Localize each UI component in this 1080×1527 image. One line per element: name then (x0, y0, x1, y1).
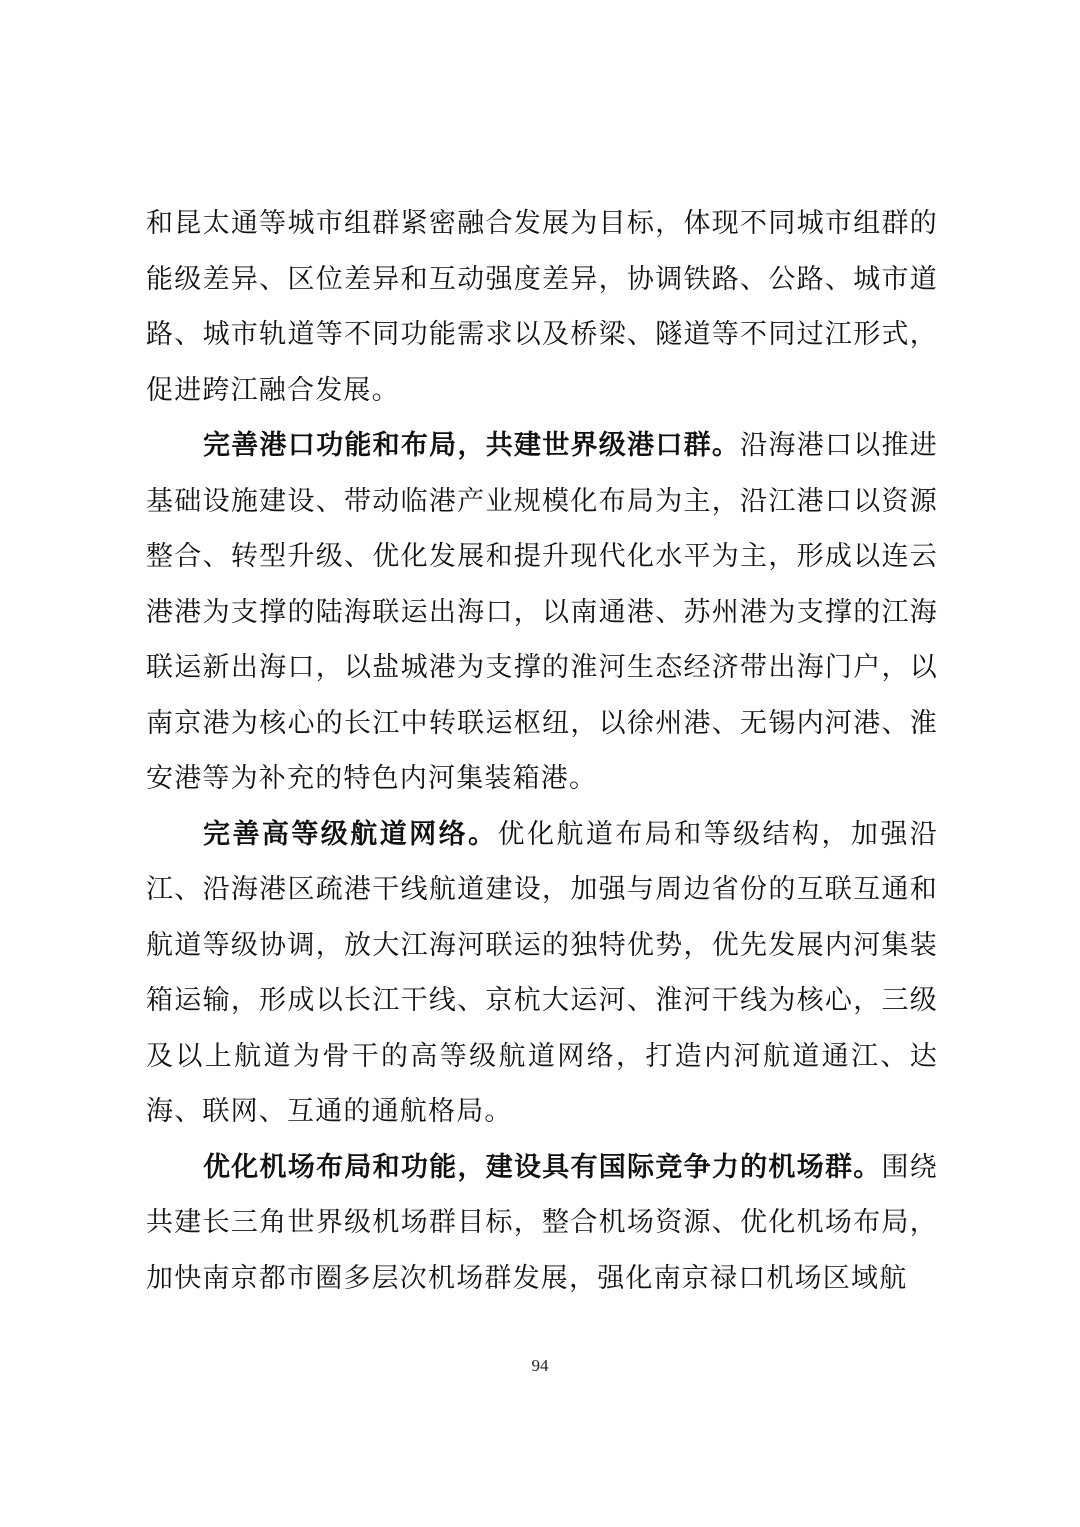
paragraph-port-layout (146, 418, 938, 807)
paragraph-body: 围绕共建长三角世界级机场群目标，整合机场资源、优化机场布局，加快南京都市圈多层次机场群发展，强化南京禄口机场区域航 (146, 1151, 938, 1294)
page-number: 94 (531, 1356, 549, 1375)
paragraph-body: 优化航道布局和等级结构，加强沿江、沿海港区疏港干线航道建设，加强与周边省份的互联互通和航道等级协调，放大江海河联运的独特优势，优先发展内河集装箱运输，形成以长江干线、京杭大运河、淮河干线为核心，三级及以上航道为骨干的高等级航道网络，打造内河航道通江、达海、联网、互通的通航格局。 (146, 818, 938, 1127)
paragraph-body: 沿海港口以推进基础设施建设、带动临港产业规模化布局为主，沿江港口以资源整合、转型升级、优化发展和提升现代化水平为主，形成以连云港港为支撑的陆海联运出海口，以南通港、苏州港为支撑的江海联运新出海口，以盐城港为支撑的淮河生态经济带出海门户，以南京港为核心的长江中转联运枢纽，以徐州港、无锡内河港、淮安港等为补充的特色内河集装箱港。 (146, 430, 938, 794)
paragraph-heading: 优化机场布局和功能，建设具有国际竞争力的机场群。 (203, 1151, 882, 1183)
paragraph-heading: 完善高等级航道网络。 (203, 818, 498, 850)
paragraph-heading: 完善港口功能和布局，共建世界级港口群。 (203, 430, 741, 461)
paragraph-airport-cluster (146, 1140, 938, 1307)
paragraph-body: 和昆太通等城市组群紧密融合发展为目标，体现不同城市组群的能级差异、区位差异和互动强度差异，协调铁路、公路、城市道路、城市轨道等不同功能需求以及桥梁、隧道等不同过江形式，促进跨江融合发展。 (146, 208, 938, 406)
paragraph-continuation (146, 196, 938, 418)
body-text (146, 196, 938, 1306)
paragraph-waterway-network (146, 807, 938, 1140)
